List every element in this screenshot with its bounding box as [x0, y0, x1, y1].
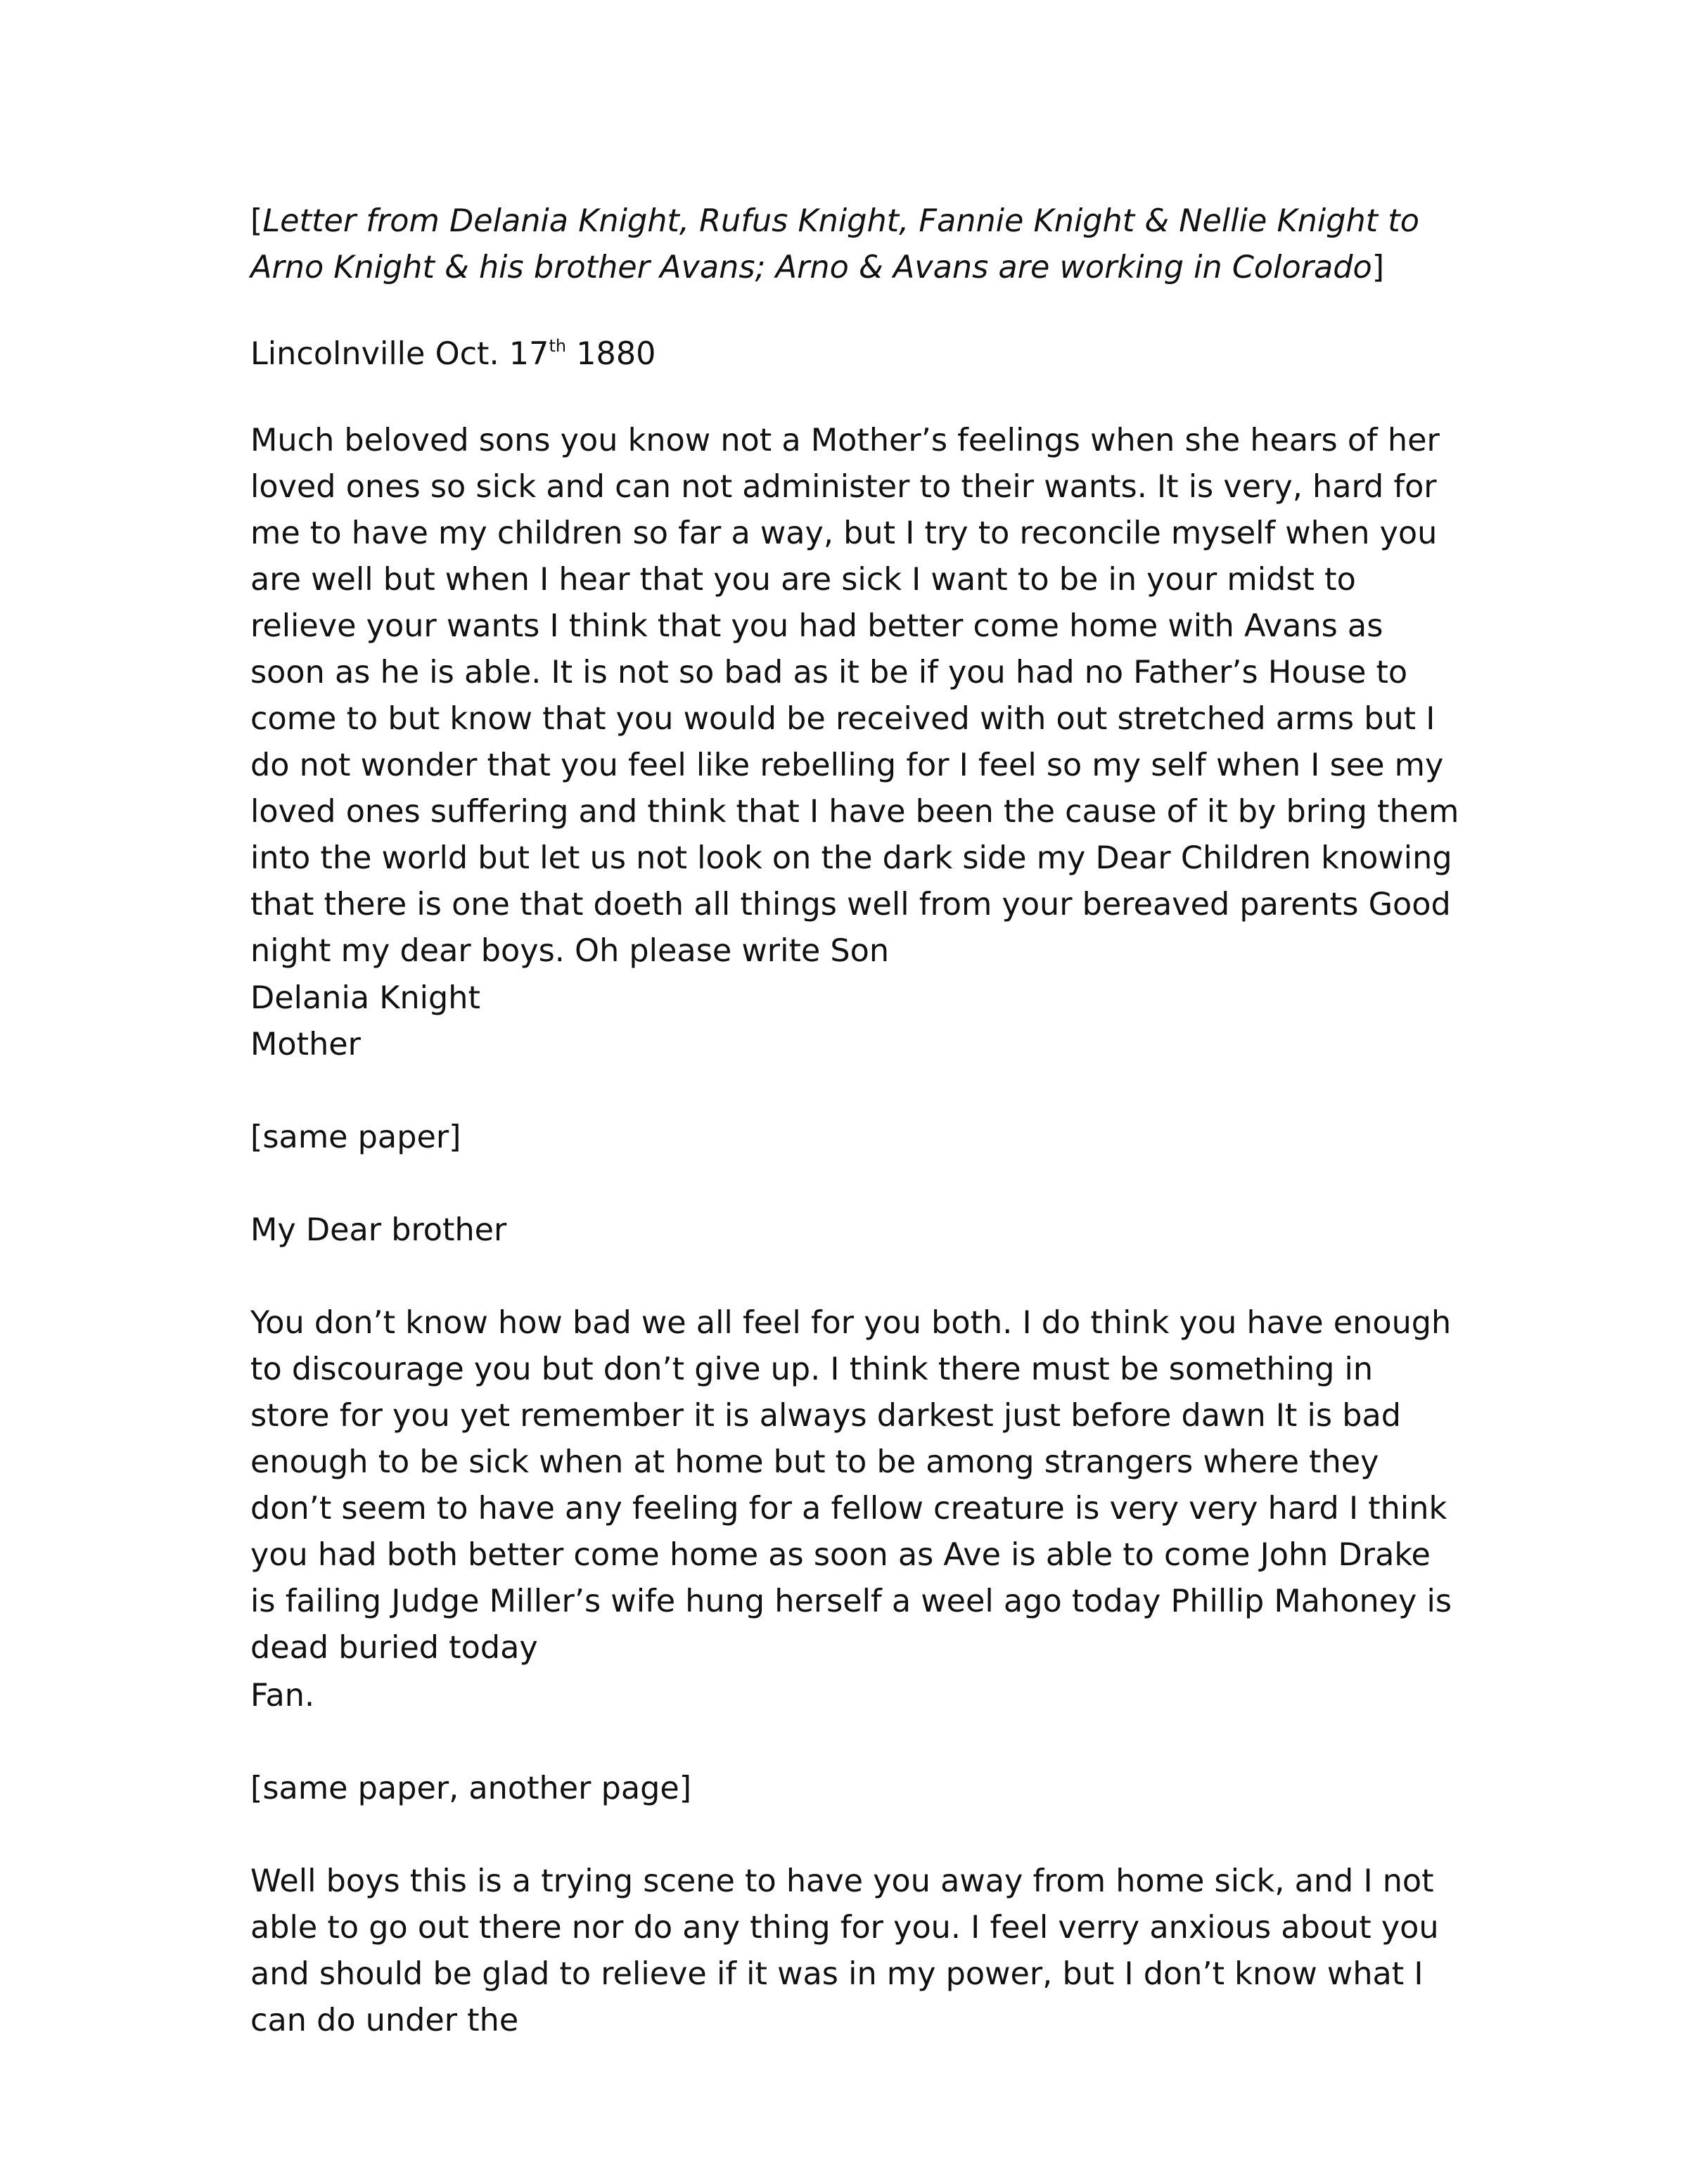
- letter2-body: You don’t know how bad we all feel for you both. I do think you have enough to discourage you but don’t give up. I think there must be something in store for you yet remember it is always darkest just before dawn It is bad enough to be sick when at home but to be among strangers where they don’t seem to have any feeling for a fellow creature is very very hard I think you had both better come home as soon as Ave is able to come John Drake is failing Judge Miller’s wife hung herself a weel ago today Phillip Mahoney is dead buried today: [250, 1305, 1452, 1666]
- date-year: 1880: [566, 336, 656, 372]
- letter1-signature-role: Mother: [250, 1027, 361, 1062]
- letter2-signature: Fan.: [250, 1678, 315, 1714]
- letter-date: [250, 331, 1460, 378]
- date-place: Lincolnville Oct. 17: [250, 336, 549, 372]
- note-same-paper-another-page: [same paper, another page]: [250, 1771, 692, 1806]
- note-same-paper: [same paper]: [250, 1119, 461, 1155]
- letter3-body: Well boys this is a trying scene to have you away from home sick, and I not able to go out there nor do any thing for you. I feel verry anxious about you and should be glad to relieve if it was in my power, but I don’t know what I can do under the: [250, 1863, 1439, 2038]
- letter1-body: Much beloved sons you know not a Mother’s feelings when she hears of her loved ones so sick and can not administer to their wants. It is very, hard for me to have my children so far a way, but I try to reconcile myself when you are well but when I hear that you are sick I want to be in your midst to relieve your wants I think that you had better come home with Avans as soon as he is able. It is not so bad as it be if you had no Father’s House to come to but know that you would be received with out stretched arms but I do not wonder that you feel like rebelling for I feel so my self when I see my loved ones suffering and think that I have been the cause of it by bring them into the world but let us not look on the dark side my Dear Children knowing that there is one that doeth all things well from your bereaved parents Good night my dear boys. Oh please write Son: [250, 423, 1459, 969]
- letter2-salutation: My Dear brother: [250, 1212, 507, 1248]
- date-suffix: th: [549, 336, 567, 356]
- heading-open-bracket: [: [250, 203, 263, 239]
- heading-text: Letter from Delania Knight, Rufus Knight, Fannie Knight & Nellie Knight to Arno Knight & his brother Avans; Arno & Avans are working in Colorado: [250, 203, 1419, 285]
- document-heading: [250, 198, 1460, 291]
- heading-close-bracket: ]: [1372, 250, 1385, 285]
- letter1-signature-name: Delania Knight: [250, 980, 480, 1016]
